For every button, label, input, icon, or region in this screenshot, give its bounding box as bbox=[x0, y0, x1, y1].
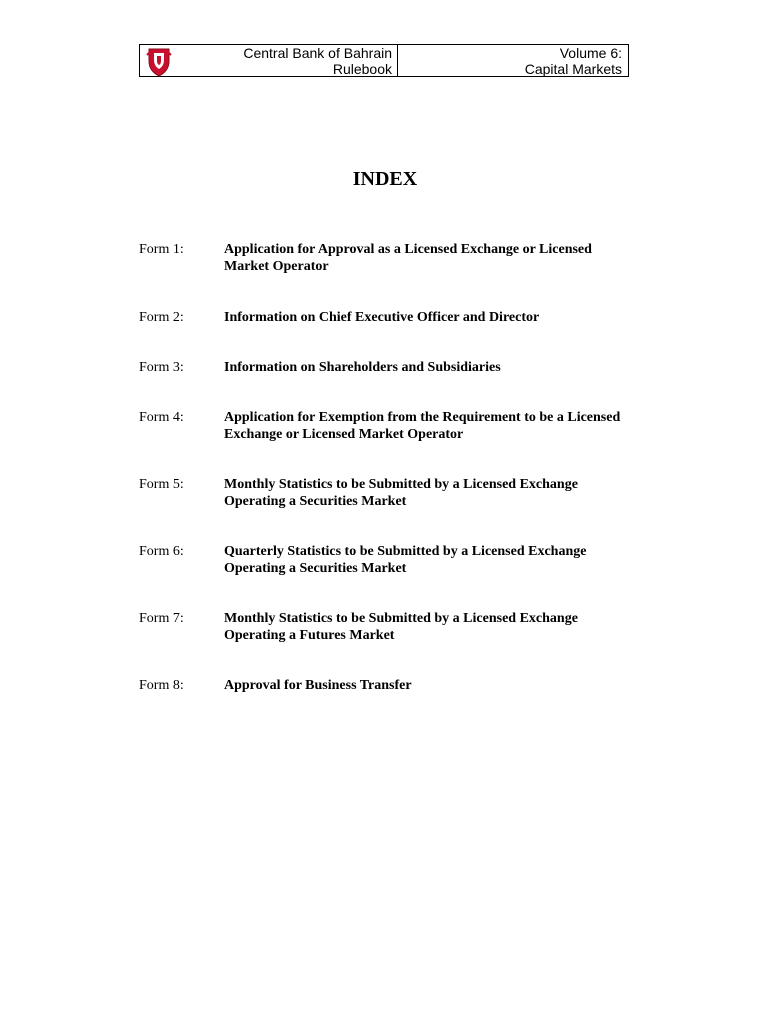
form-label: Form 6: bbox=[139, 544, 184, 559]
cbb-logo-icon bbox=[145, 47, 173, 77]
form-description: Information on Chief Executive Officer and Director bbox=[224, 310, 540, 325]
rulebook-title bbox=[176, 45, 398, 76]
form-description: Information on Shareholders and Subsidiaries bbox=[224, 360, 501, 375]
index-heading: INDEX bbox=[352, 168, 418, 190]
form-label: Form 5: bbox=[139, 477, 184, 492]
volume-title bbox=[398, 45, 628, 76]
volume-line-2: Capital Markets bbox=[524, 61, 622, 77]
form-label: Form 8: bbox=[139, 678, 184, 693]
form-description: Monthly Statistics to be Submitted by a Licensed Exchange Operating a Securities Market bbox=[224, 477, 578, 509]
form-description: Quarterly Statistics to be Submitted by a Licensed Exchange Operating a Securities Market bbox=[224, 544, 587, 576]
volume-line-1: Volume 6: bbox=[559, 45, 622, 61]
form-label: Form 1: bbox=[139, 242, 184, 257]
logo-cell bbox=[140, 45, 176, 76]
form-description: Application for Approval as a Licensed Exchange or Licensed Market Operator bbox=[224, 242, 592, 274]
form-label: Form 7: bbox=[139, 611, 184, 626]
title-line-1: Central Bank of Bahrain bbox=[243, 45, 392, 61]
form-label: Form 4: bbox=[139, 410, 184, 425]
form-description: Application for Exemption from the Requirement to be a Licensed Exchange or Licensed Market Operator bbox=[224, 410, 621, 442]
form-label: Form 3: bbox=[139, 360, 184, 375]
form-description: Approval for Business Transfer bbox=[224, 678, 412, 693]
form-description: Monthly Statistics to be Submitted by a Licensed Exchange Operating a Futures Market bbox=[224, 611, 578, 643]
title-line-2: Rulebook bbox=[332, 61, 392, 77]
page-header bbox=[139, 44, 629, 77]
form-label: Form 2: bbox=[139, 310, 184, 325]
